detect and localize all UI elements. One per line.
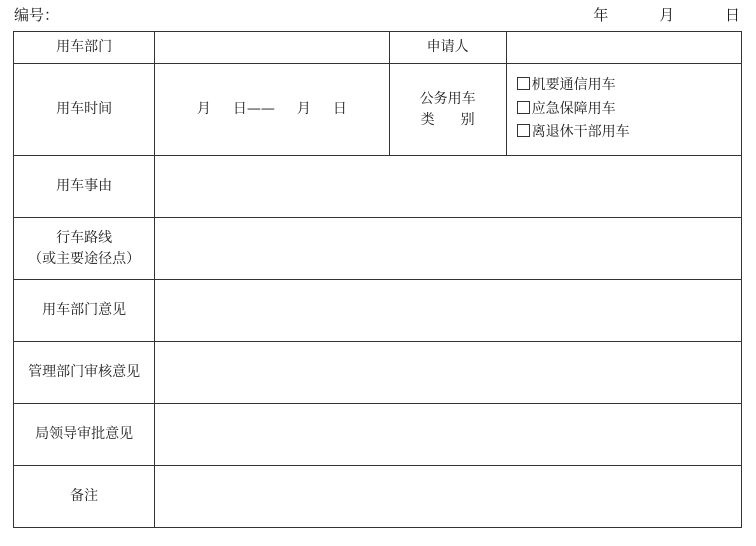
date-day-label: 日 [724, 6, 740, 24]
checkbox[interactable] [517, 124, 530, 137]
dept-opinion-label: 用车部门意见 [14, 280, 155, 342]
date-month-label: 月 [659, 6, 675, 24]
form-date [593, 4, 740, 25]
time-label: 用车时间 [14, 64, 155, 156]
category-option-3[interactable]: 离退休干部用车 [517, 121, 741, 145]
date-year-label: 年 [593, 6, 609, 24]
route-field[interactable] [155, 218, 742, 280]
mgmt-opinion-field[interactable] [155, 342, 742, 404]
category-options [506, 64, 741, 156]
checkbox[interactable] [517, 101, 530, 114]
form-number-label: 编号： [14, 6, 60, 24]
dept-label: 用车部门 [14, 32, 155, 64]
checkbox[interactable] [517, 77, 530, 90]
time-month-2: 月 [296, 101, 311, 117]
category-label [389, 64, 506, 156]
category-label-line1: 公务用车 [419, 90, 476, 107]
time-day-1: 日—— [232, 101, 275, 117]
time-day-2: 日 [332, 101, 347, 117]
applicant-label: 申请人 [389, 32, 506, 64]
time-month-1: 月 [196, 101, 211, 117]
category-label-line2: 类 别 [420, 111, 475, 128]
category-option-1[interactable]: 机要通信用车 [517, 74, 741, 98]
vehicle-application-form [13, 31, 742, 528]
category-option-2[interactable]: 应急保障用车 [517, 98, 741, 122]
mgmt-opinion-label: 管理部门审核意见 [14, 342, 155, 404]
reason-label: 用车事由 [14, 156, 155, 218]
dept-field[interactable] [155, 32, 389, 64]
remarks-label: 备注 [14, 466, 155, 528]
remarks-field[interactable] [155, 466, 742, 528]
bureau-opinion-field[interactable] [155, 404, 742, 466]
time-field[interactable] [155, 64, 389, 156]
route-label: 行车路线 （或主要途径点） [14, 218, 155, 280]
bureau-opinion-label: 局领导审批意见 [14, 404, 155, 466]
dept-opinion-field[interactable] [155, 280, 742, 342]
applicant-field[interactable] [506, 32, 741, 64]
reason-field[interactable] [155, 156, 742, 218]
